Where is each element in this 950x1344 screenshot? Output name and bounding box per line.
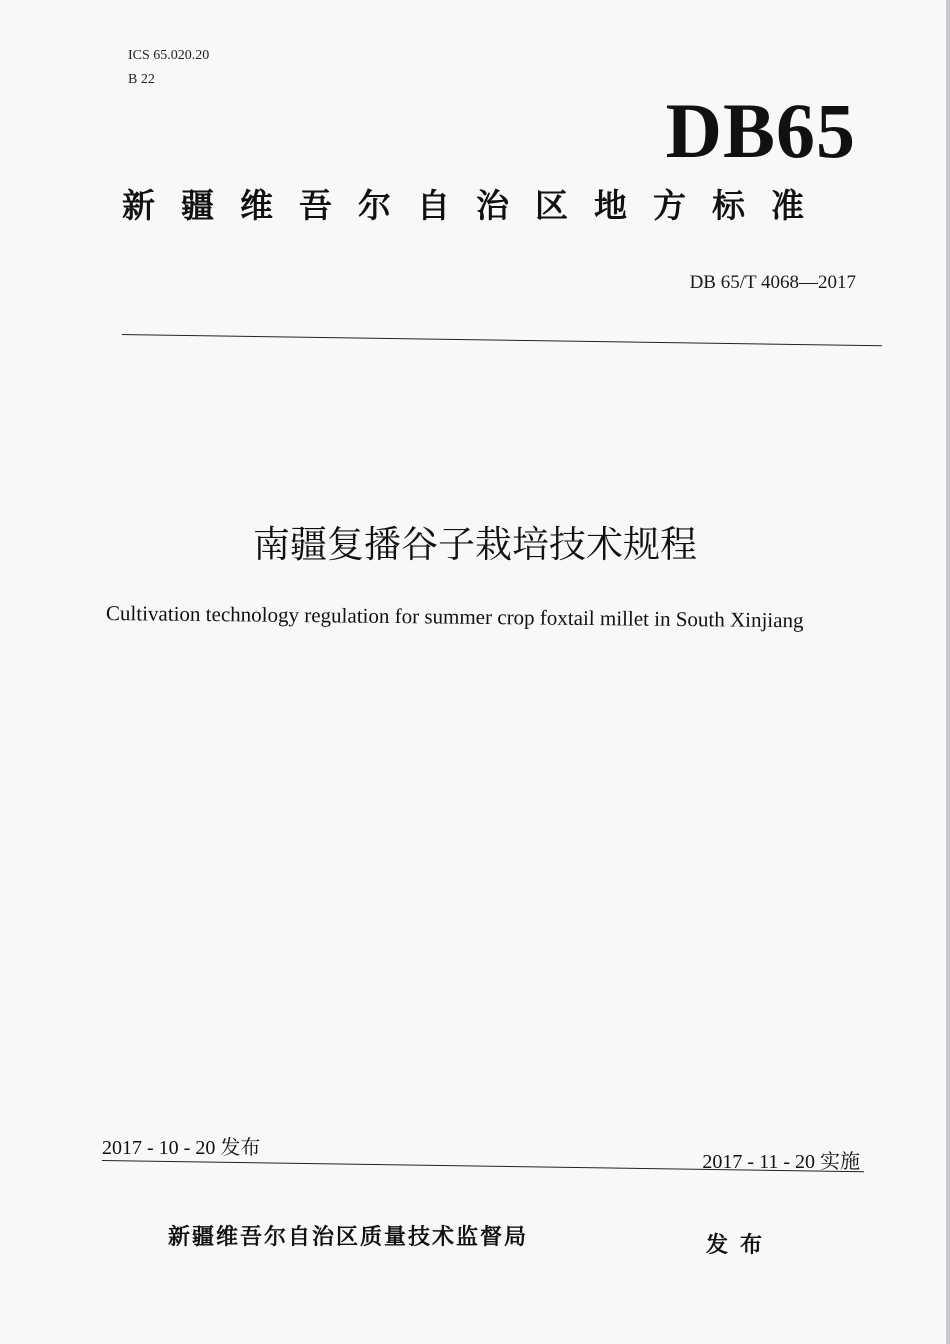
ccs-code: B 22 — [128, 72, 155, 87]
implementation-date: 2017 - 11 - 20 实施 — [702, 1151, 860, 1173]
standard-number: DB 65/T 4068—2017 — [689, 272, 856, 293]
document-title-english: Cultivation technology regulation for summer crop foxtail millet in South Xinjiang — [105, 601, 804, 633]
standard-type: 新疆维吾尔自治区地方标准 — [122, 186, 830, 225]
issue-date: 2017 - 10 - 20 发布 — [102, 1137, 261, 1159]
document-title-chinese: 南疆复播谷子栽培技术规程 — [253, 523, 697, 566]
publish-label: 发布 — [706, 1233, 775, 1258]
header-divider — [122, 334, 882, 346]
ics-code: ICS 65.020.20 — [128, 48, 210, 63]
classification-codes — [128, 44, 209, 92]
publisher-name: 新疆维吾尔自治区质量技术监督局 — [168, 1225, 529, 1250]
db65-logo: DB65 — [665, 87, 856, 174]
